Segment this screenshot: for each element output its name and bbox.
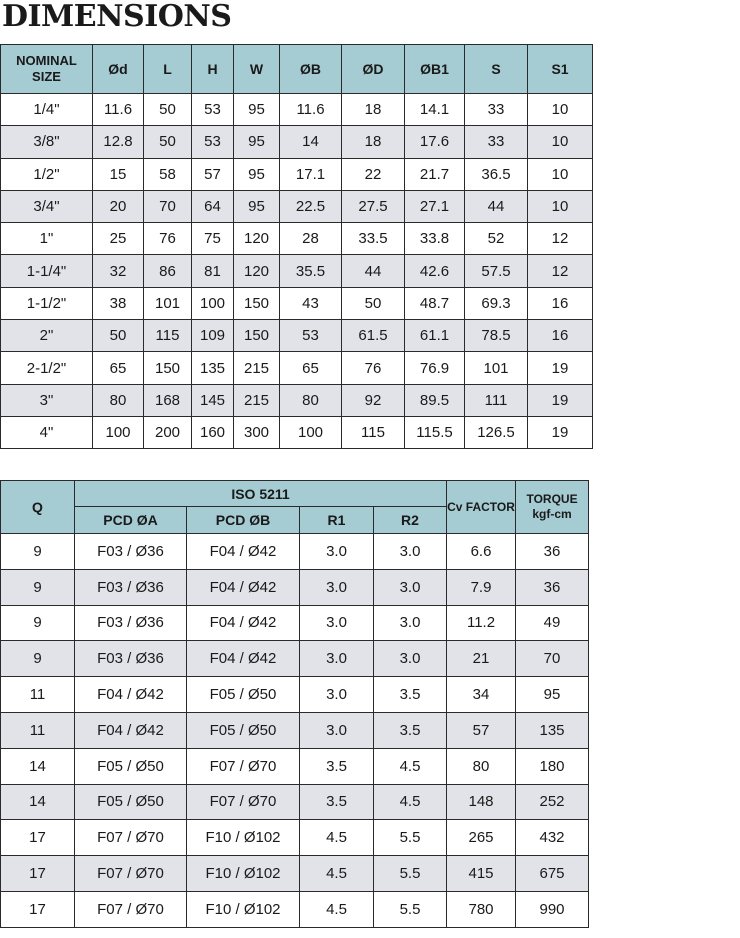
dimensions-body	[1, 94, 593, 449]
table-cell: 21.7	[405, 158, 465, 190]
table-cell: 33.5	[342, 223, 405, 255]
table-cell: 10	[528, 158, 593, 190]
table-cell: 120	[234, 223, 280, 255]
header-s1: S1	[528, 45, 593, 94]
table-cell: 100	[93, 416, 144, 448]
table-cell: 11	[1, 712, 75, 748]
table-cell: F10 / Ø102	[187, 856, 300, 892]
table-cell: 70	[144, 190, 192, 222]
table-row	[1, 856, 589, 892]
dimensions-header-row	[1, 45, 593, 94]
table-cell: 3.0	[300, 569, 374, 605]
table-cell: 12.8	[93, 126, 144, 158]
iso-header-row-top	[1, 481, 589, 507]
table-cell: 126.5	[465, 416, 528, 448]
table-cell: 4.5	[300, 820, 374, 856]
table-cell: 3.0	[300, 605, 374, 641]
table-cell: 95	[234, 94, 280, 126]
table-row	[1, 287, 593, 319]
table-cell: 36	[516, 569, 589, 605]
table-cell: 3.0	[374, 641, 447, 677]
table-cell: 135	[516, 712, 589, 748]
table-cell: 80	[447, 748, 516, 784]
header-pcd-a: PCD ØA	[75, 507, 187, 534]
table-cell: 675	[516, 856, 589, 892]
table-cell: 101	[144, 287, 192, 319]
table-cell: 4.5	[300, 891, 374, 927]
table-cell: F04 / Ø42	[75, 712, 187, 748]
table-cell: F10 / Ø102	[187, 891, 300, 927]
table-cell: F04 / Ø42	[75, 677, 187, 713]
table-cell: 148	[447, 784, 516, 820]
table-cell: 9	[1, 534, 75, 570]
table-row	[1, 712, 589, 748]
table-cell: 76.9	[405, 352, 465, 384]
page-title: DIMENSIONS	[2, 0, 232, 34]
header-q: Q	[1, 481, 75, 534]
dimensions-table	[0, 44, 593, 449]
table-row	[1, 190, 593, 222]
table-cell: F05 / Ø50	[187, 712, 300, 748]
header-pcd-b: PCD ØB	[187, 507, 300, 534]
table-cell: 18	[342, 94, 405, 126]
table-cell: 33	[465, 126, 528, 158]
table-cell: F04 / Ø42	[187, 641, 300, 677]
header-torque: TORQUE kgf-cm	[516, 481, 589, 534]
table-cell: 80	[280, 384, 342, 416]
table-cell: 4"	[1, 416, 93, 448]
table-cell: 27.1	[405, 190, 465, 222]
table-cell: 2-1/2"	[1, 352, 93, 384]
table-cell: 81	[192, 255, 234, 287]
table-cell: 48.7	[405, 287, 465, 319]
table-cell: 11.6	[280, 94, 342, 126]
table-cell: 70	[516, 641, 589, 677]
table-cell: 19	[528, 416, 593, 448]
header-iso-5211: ISO 5211	[75, 481, 447, 507]
table-cell: F04 / Ø42	[187, 569, 300, 605]
table-cell: 53	[192, 94, 234, 126]
table-cell: 100	[192, 287, 234, 319]
table-cell: 35.5	[280, 255, 342, 287]
table-row	[1, 384, 593, 416]
table-cell: 17	[1, 820, 75, 856]
table-cell: 3.0	[300, 712, 374, 748]
table-cell: 100	[280, 416, 342, 448]
header-h: H	[192, 45, 234, 94]
table-cell: 50	[144, 94, 192, 126]
table-cell: 25	[93, 223, 144, 255]
iso-body	[1, 534, 589, 928]
table-cell: 69.3	[465, 287, 528, 319]
table-cell: 7.9	[447, 569, 516, 605]
table-cell: 17.6	[405, 126, 465, 158]
table-cell: 32	[93, 255, 144, 287]
table-cell: 18	[342, 126, 405, 158]
table-row	[1, 677, 589, 713]
table-cell: 3/4"	[1, 190, 93, 222]
table-cell: 432	[516, 820, 589, 856]
table-cell: 65	[93, 352, 144, 384]
table-cell: F03 / Ø36	[75, 641, 187, 677]
table-cell: 1"	[1, 223, 93, 255]
table-cell: F03 / Ø36	[75, 605, 187, 641]
header-s: S	[465, 45, 528, 94]
table-cell: 15	[93, 158, 144, 190]
table-cell: 61.5	[342, 320, 405, 352]
table-cell: 95	[516, 677, 589, 713]
table-cell: 52	[465, 223, 528, 255]
table-cell: 21	[447, 641, 516, 677]
table-cell: 80	[93, 384, 144, 416]
table-cell: 200	[144, 416, 192, 448]
table-cell: 17	[1, 891, 75, 927]
table-cell: 14	[1, 784, 75, 820]
table-row	[1, 748, 589, 784]
header-r1: R1	[300, 507, 374, 534]
table-cell: 43	[280, 287, 342, 319]
table-cell: F05 / Ø50	[75, 748, 187, 784]
table-cell: F04 / Ø42	[187, 605, 300, 641]
table-cell: 780	[447, 891, 516, 927]
iso-table	[0, 480, 589, 928]
table-cell: F10 / Ø102	[187, 820, 300, 856]
table-cell: 11	[1, 677, 75, 713]
table-cell: 92	[342, 384, 405, 416]
table-cell: 44	[342, 255, 405, 287]
table-cell: 50	[144, 126, 192, 158]
table-cell: F05 / Ø50	[187, 677, 300, 713]
table-cell: 215	[234, 352, 280, 384]
table-cell: 120	[234, 255, 280, 287]
table-cell: 3.5	[374, 712, 447, 748]
table-cell: 3.0	[300, 641, 374, 677]
table-cell: 3.5	[374, 677, 447, 713]
table-cell: 9	[1, 569, 75, 605]
table-cell: 53	[280, 320, 342, 352]
table-cell: 44	[465, 190, 528, 222]
table-cell: 17.1	[280, 158, 342, 190]
table-cell: 3.0	[300, 534, 374, 570]
table-cell: 160	[192, 416, 234, 448]
header-b1: ØB1	[405, 45, 465, 94]
table-cell: 252	[516, 784, 589, 820]
table-cell: 61.1	[405, 320, 465, 352]
table-cell: 11.2	[447, 605, 516, 641]
table-cell: 150	[144, 352, 192, 384]
table-cell: 22	[342, 158, 405, 190]
table-cell: 76	[342, 352, 405, 384]
table-cell: 115	[342, 416, 405, 448]
table-row	[1, 784, 589, 820]
table-cell: 11.6	[93, 94, 144, 126]
table-cell: 89.5	[405, 384, 465, 416]
table-cell: 17	[1, 856, 75, 892]
table-cell: 5.5	[374, 820, 447, 856]
table-row	[1, 320, 593, 352]
table-cell: 1-1/4"	[1, 255, 93, 287]
table-cell: 78.5	[465, 320, 528, 352]
table-cell: 215	[234, 384, 280, 416]
table-cell: 168	[144, 384, 192, 416]
table-cell: 145	[192, 384, 234, 416]
table-cell: 300	[234, 416, 280, 448]
table-cell: 76	[144, 223, 192, 255]
table-cell: 57	[192, 158, 234, 190]
table-row	[1, 255, 593, 287]
table-cell: 4.5	[374, 748, 447, 784]
header-cv-factor: Cv FACTOR	[447, 481, 516, 534]
table-cell: 3.0	[300, 677, 374, 713]
header-nominal-size: NOMINAL SIZE	[1, 45, 93, 94]
table-cell: 4.5	[300, 856, 374, 892]
table-cell: 1/2"	[1, 158, 93, 190]
table-cell: F05 / Ø50	[75, 784, 187, 820]
table-row	[1, 223, 593, 255]
table-cell: 3"	[1, 384, 93, 416]
table-cell: 49	[516, 605, 589, 641]
table-cell: 86	[144, 255, 192, 287]
table-cell: 27.5	[342, 190, 405, 222]
table-row	[1, 820, 589, 856]
table-cell: 111	[465, 384, 528, 416]
table-cell: 150	[234, 287, 280, 319]
table-cell: 115.5	[405, 416, 465, 448]
table-cell: 58	[144, 158, 192, 190]
table-cell: 20	[93, 190, 144, 222]
table-row	[1, 891, 589, 927]
table-cell: F07 / Ø70	[75, 891, 187, 927]
table-row	[1, 534, 589, 570]
table-cell: F07 / Ø70	[187, 748, 300, 784]
table-cell: 65	[280, 352, 342, 384]
table-cell: 1-1/2"	[1, 287, 93, 319]
table-cell: 95	[234, 158, 280, 190]
table-cell: 14	[280, 126, 342, 158]
table-cell: 19	[528, 384, 593, 416]
table-cell: 5.5	[374, 856, 447, 892]
table-row	[1, 126, 593, 158]
table-cell: 5.5	[374, 891, 447, 927]
table-cell: 101	[465, 352, 528, 384]
table-row	[1, 352, 593, 384]
table-cell: 22.5	[280, 190, 342, 222]
table-row	[1, 94, 593, 126]
table-cell: F07 / Ø70	[187, 784, 300, 820]
header-l: L	[144, 45, 192, 94]
table-row	[1, 569, 589, 605]
header-outer-d: ØD	[342, 45, 405, 94]
table-cell: 9	[1, 605, 75, 641]
table-cell: 36.5	[465, 158, 528, 190]
table-cell: 33	[465, 94, 528, 126]
table-cell: 95	[234, 126, 280, 158]
table-cell: 42.6	[405, 255, 465, 287]
table-cell: 150	[234, 320, 280, 352]
table-cell: 3.5	[300, 748, 374, 784]
table-cell: 12	[528, 223, 593, 255]
table-cell: 50	[342, 287, 405, 319]
table-cell: 10	[528, 126, 593, 158]
table-cell: 12	[528, 255, 593, 287]
table-cell: 180	[516, 748, 589, 784]
table-cell: 3.0	[374, 534, 447, 570]
header-w: W	[234, 45, 280, 94]
table-cell: 6.6	[447, 534, 516, 570]
table-cell: 4.5	[374, 784, 447, 820]
table-cell: 3.5	[300, 784, 374, 820]
header-b: ØB	[280, 45, 342, 94]
table-cell: F03 / Ø36	[75, 534, 187, 570]
table-cell: 10	[528, 190, 593, 222]
table-cell: 19	[528, 352, 593, 384]
table-cell: 115	[144, 320, 192, 352]
table-cell: 10	[528, 94, 593, 126]
table-cell: 28	[280, 223, 342, 255]
table-cell: 9	[1, 641, 75, 677]
table-cell: 265	[447, 820, 516, 856]
table-cell: F03 / Ø36	[75, 569, 187, 605]
table-row	[1, 158, 593, 190]
table-cell: 3.0	[374, 605, 447, 641]
table-cell: 50	[93, 320, 144, 352]
table-cell: 109	[192, 320, 234, 352]
table-cell: 33.8	[405, 223, 465, 255]
table-cell: 57.5	[465, 255, 528, 287]
header-r2: R2	[374, 507, 447, 534]
table-cell: 38	[93, 287, 144, 319]
table-cell: 36	[516, 534, 589, 570]
table-cell: 14.1	[405, 94, 465, 126]
table-row	[1, 416, 593, 448]
table-cell: 1/4"	[1, 94, 93, 126]
table-cell: F07 / Ø70	[75, 820, 187, 856]
table-cell: 3/8"	[1, 126, 93, 158]
table-cell: 3.0	[374, 569, 447, 605]
table-row	[1, 641, 589, 677]
table-cell: 34	[447, 677, 516, 713]
table-cell: 57	[447, 712, 516, 748]
table-cell: 95	[234, 190, 280, 222]
table-cell: 16	[528, 287, 593, 319]
table-cell: 415	[447, 856, 516, 892]
table-cell: 53	[192, 126, 234, 158]
table-row	[1, 605, 589, 641]
table-cell: 135	[192, 352, 234, 384]
table-cell: 990	[516, 891, 589, 927]
table-cell: F04 / Ø42	[187, 534, 300, 570]
header-d: Ød	[93, 45, 144, 94]
table-cell: 16	[528, 320, 593, 352]
table-cell: 14	[1, 748, 75, 784]
table-cell: 64	[192, 190, 234, 222]
table-cell: 2"	[1, 320, 93, 352]
table-cell: F07 / Ø70	[75, 856, 187, 892]
table-cell: 75	[192, 223, 234, 255]
